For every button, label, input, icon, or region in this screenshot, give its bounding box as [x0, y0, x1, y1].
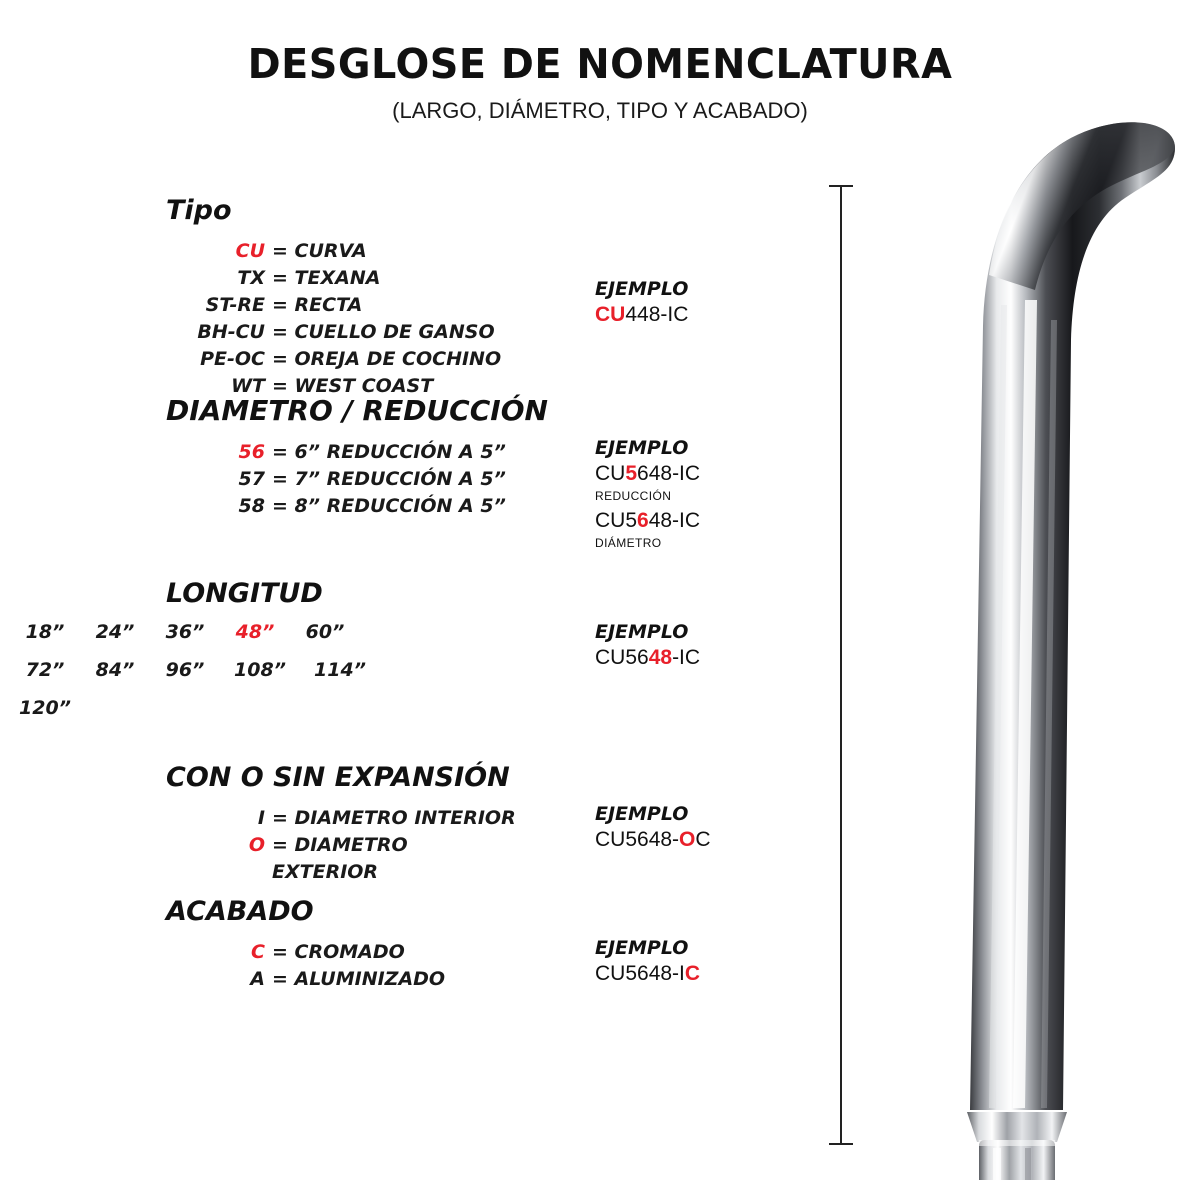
tipo-key: CU	[235, 240, 265, 262]
list-item	[0, 966, 520, 993]
expansion-key: O	[248, 834, 265, 856]
length-option: 72”	[25, 659, 65, 681]
example-tipo	[595, 277, 688, 329]
tipo-key: TX	[237, 267, 265, 289]
list-item	[0, 805, 520, 832]
section-tipo	[0, 195, 800, 397]
acabado-value: = CROMADO	[272, 941, 405, 963]
code-post: C	[695, 828, 711, 851]
diametro-value: = 7” REDUCCIÓN A 5”	[272, 468, 506, 490]
code-pre: CU56	[595, 646, 649, 669]
section-title-longitud: LONGITUD	[166, 578, 323, 609]
tipo-value: = OREJA DE COCHINO	[272, 348, 502, 370]
list-item	[0, 346, 520, 373]
code-highlight: O	[679, 828, 696, 851]
acabado-key: C	[251, 941, 265, 963]
list-item	[0, 292, 520, 319]
example-code-rest: 448-IC	[625, 303, 689, 326]
length-option: 120”	[19, 697, 71, 719]
page-title: DESGLOSE DE NOMENCLATURA	[247, 40, 953, 88]
example-code	[595, 826, 711, 854]
tipo-value: = WEST COAST	[272, 375, 434, 397]
chrome-exhaust-stack	[875, 90, 1200, 1180]
example-code-highlight: CU	[595, 303, 626, 326]
example-label: EJEMPLO	[595, 278, 689, 300]
length-option: 96”	[165, 659, 205, 681]
length-option: 24”	[95, 621, 135, 643]
section-title-tipo: Tipo	[166, 195, 232, 226]
length-option: 114”	[314, 659, 366, 681]
length-dimension-line	[840, 185, 842, 1145]
example-label: EJEMPLO	[595, 937, 689, 959]
code-highlight: C	[684, 962, 701, 985]
diametro-key: 56	[238, 441, 265, 463]
expansion-value: = DIAMETRO EXTERIOR	[272, 834, 408, 883]
code-highlight: 48	[648, 646, 673, 669]
longitud-row	[10, 621, 570, 643]
length-option: 108”	[234, 659, 286, 681]
section-expansion	[0, 762, 800, 892]
tipo-value: = CURVA	[272, 240, 367, 262]
code-pre: CU5648-I	[595, 962, 685, 985]
pipe-collar-shadow	[1025, 1148, 1031, 1180]
section-title-acabado: ACABADO	[166, 896, 314, 927]
example-expansion	[595, 802, 711, 854]
list-item	[0, 319, 520, 346]
diametro-value: = 8” REDUCCIÓN A 5”	[272, 495, 506, 517]
tipo-value: = RECTA	[272, 294, 363, 316]
length-option: 84”	[95, 659, 135, 681]
length-option: 18”	[25, 621, 65, 643]
code-post: 648-IC	[637, 462, 701, 485]
code-post: -IC	[672, 646, 701, 669]
longitud-row	[10, 659, 570, 681]
list-item	[0, 832, 520, 886]
example-note-diametro: DIÁMETRO	[595, 536, 662, 550]
pipe-collar-highlight	[993, 1148, 1001, 1180]
expansion-key: I	[257, 807, 265, 829]
example-code	[595, 644, 700, 672]
section-acabado	[0, 896, 800, 1016]
sections-container	[0, 195, 800, 1020]
example-label: EJEMPLO	[595, 621, 689, 643]
diametro-value: = 6” REDUCCIÓN A 5”	[272, 441, 506, 463]
tipo-key: PE-OC	[200, 348, 265, 370]
code-pre: CU5648-	[595, 828, 680, 851]
list-item	[0, 939, 520, 966]
example-code	[595, 960, 700, 988]
diametro-key: 58	[238, 495, 265, 517]
page-subtitle: (LARGO, DIÁMETRO, TIPO Y ACABADO)	[392, 98, 808, 123]
tipo-key: WT	[231, 375, 265, 397]
pipe-collar-taper	[967, 1112, 1067, 1142]
code-pre: CU	[595, 462, 626, 485]
tipo-value: = TEXANA	[272, 267, 381, 289]
section-title-expansion: CON O SIN EXPANSIÓN	[166, 762, 510, 793]
example-label: EJEMPLO	[595, 437, 689, 459]
example-diametro	[595, 436, 700, 554]
acabado-key: A	[250, 968, 265, 990]
diametro-key: 57	[238, 468, 265, 490]
longitud-row	[10, 697, 570, 719]
example-label: EJEMPLO	[595, 803, 689, 825]
list-item	[0, 493, 520, 520]
list-item	[0, 439, 520, 466]
illustration-area	[820, 90, 1200, 1180]
code-highlight: 6	[637, 509, 649, 532]
tipo-key: ST-RE	[205, 294, 265, 316]
section-diametro	[0, 394, 800, 574]
example-note-reduccion: REDUCCIÓN	[595, 489, 672, 503]
length-option-highlighted: 48”	[235, 621, 275, 643]
expansion-value: = DIAMETRO INTERIOR	[272, 807, 516, 829]
example-code	[595, 301, 688, 329]
code-post: 48-IC	[648, 509, 701, 532]
example-code-diametro	[595, 507, 700, 535]
acabado-value: = ALUMINIZADO	[272, 968, 446, 990]
code-highlight: 5	[625, 462, 638, 485]
section-longitud	[0, 578, 800, 758]
list-item	[0, 238, 520, 265]
code-pre: CU5	[595, 509, 638, 532]
tipo-key: BH-CU	[197, 321, 265, 343]
example-longitud	[595, 620, 700, 672]
pipe-collar-edge	[979, 1140, 1055, 1146]
length-option: 36”	[165, 621, 205, 643]
length-option: 60”	[305, 621, 345, 643]
example-code-reduccion	[595, 460, 700, 488]
list-item	[0, 265, 520, 292]
longitud-grid	[10, 621, 570, 719]
tipo-value: = CUELLO DE GANSO	[272, 321, 495, 343]
section-title-diametro: DIAMETRO / REDUCCIÓN	[166, 394, 548, 427]
example-acabado	[595, 936, 700, 988]
list-item	[0, 466, 520, 493]
